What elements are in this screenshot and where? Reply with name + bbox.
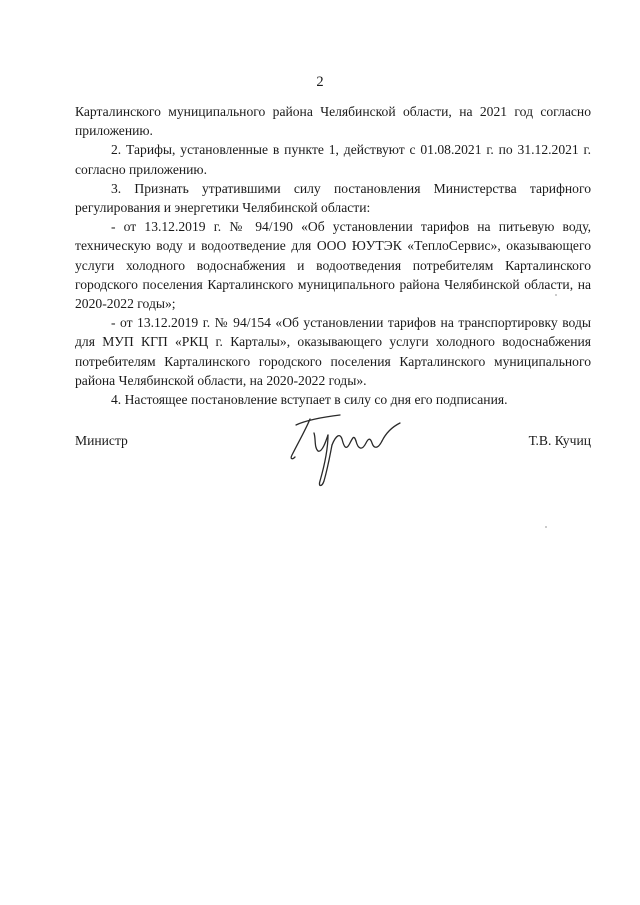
paragraph-item-2: 2. Тарифы, установленные в пункте 1, действуют с 01.08.2021 г. по 31.12.2021 г. согласно приложению. — [75, 142, 591, 177]
signatory-name: Т.В. Кучиц — [528, 433, 591, 448]
paragraph-subitem-94-154: - от 13.12.2019 г. № 94/154 «Об установлении тарифов на транспортировку воды для МУП КГП «РКЦ г. Карталы», оказывающего услуги холодного водоснабжения потребителям Карталинского городского поселения Карталинского муниципального района Челябинской области, на 2020-2022 годы». — [75, 315, 591, 388]
scan-speck — [545, 526, 547, 528]
signature-row — [0, 425, 640, 505]
document-body — [75, 102, 591, 409]
handwritten-signature — [270, 411, 420, 501]
paragraph-continuation: Карталинского муниципального района Челябинской области, на 2021 год согласно приложению. — [75, 104, 591, 139]
paragraph-subitem-94-190: - от 13.12.2019 г. № 94/190 «Об установлении тарифов на питьевую воду, техническую воду и водоотведение для ООО ЮУТЭК «ТеплоСервис», оказывающего услуги холодного водоснабжения и водоотведения потребителям Карталинского городского поселения Карталинского муниципального района Челябинской области, на 2020-2022 годы»; — [75, 219, 591, 312]
signatory-role: Министр — [75, 433, 128, 448]
page-number: 2 — [316, 74, 324, 90]
paragraph-item-4: 4. Настоящее постановление вступает в силу со дня его подписания. — [111, 392, 508, 408]
paragraph-item-3: 3. Признать утратившими силу постановления Министерства тарифного регулирования и энергетики Челябинской области: — [75, 180, 591, 216]
scan-speck — [555, 294, 557, 296]
